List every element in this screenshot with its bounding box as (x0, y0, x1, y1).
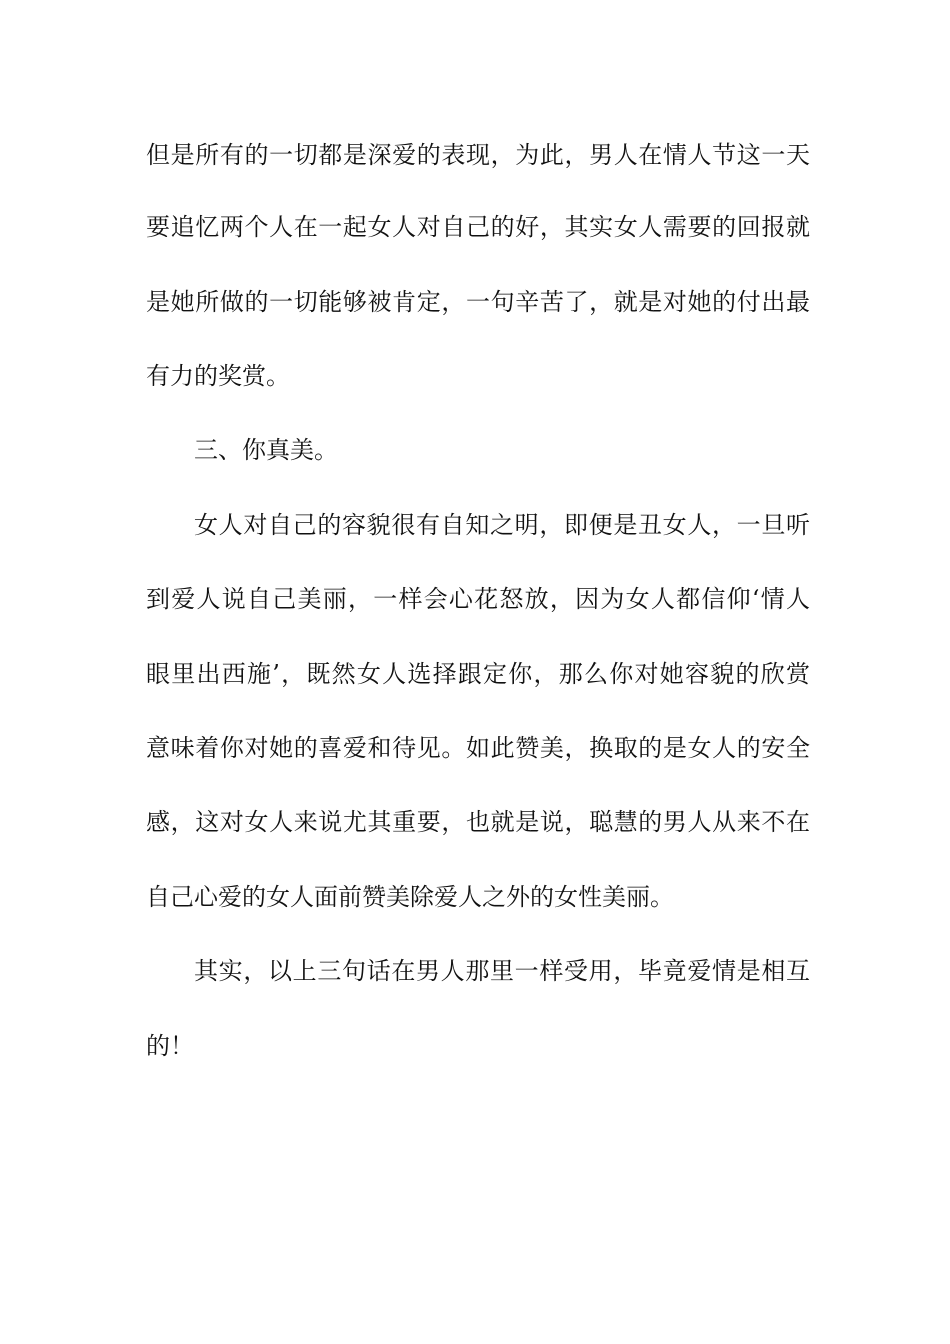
text-line: 眼里出西施’，既然女人选择跟定你，那么你对她容貌的欣赏 (146, 660, 810, 688)
text-line: 但是所有的一切都是深爱的表现，为此，男人在情人节这一天 (146, 141, 810, 169)
text-line: 的！ (146, 1032, 194, 1060)
text-line: 有力的奖赏。 (146, 362, 290, 390)
text-line: 女人对自己的容貌很有自知之明，即便是丑女人，一旦听 (194, 511, 810, 539)
text-line: 感，这对女人来说尤其重要，也就是说，聪慧的男人从来不在 (146, 808, 810, 836)
text-line: 到爱人说自己美丽，一样会心花怒放，因为女人都信仰‘情人 (146, 585, 810, 613)
text-line: 自己心爱的女人面前赞美除爱人之外的女性美丽。 (146, 883, 674, 911)
text-line: 意味着你对她的喜爱和待见。如此赞美，换取的是女人的安全 (146, 734, 810, 762)
text-line: 要追忆两个人在一起女人对自己的好，其实女人需要的回报就 (146, 213, 810, 241)
text-line: 是她所做的一切能够被肯定，一句辛苦了，就是对她的付出最 (146, 288, 810, 316)
section-heading: 三、你真美。 (194, 436, 338, 464)
text-line: 其实，以上三句话在男人那里一样受用，毕竟爱情是相互 (194, 957, 810, 985)
